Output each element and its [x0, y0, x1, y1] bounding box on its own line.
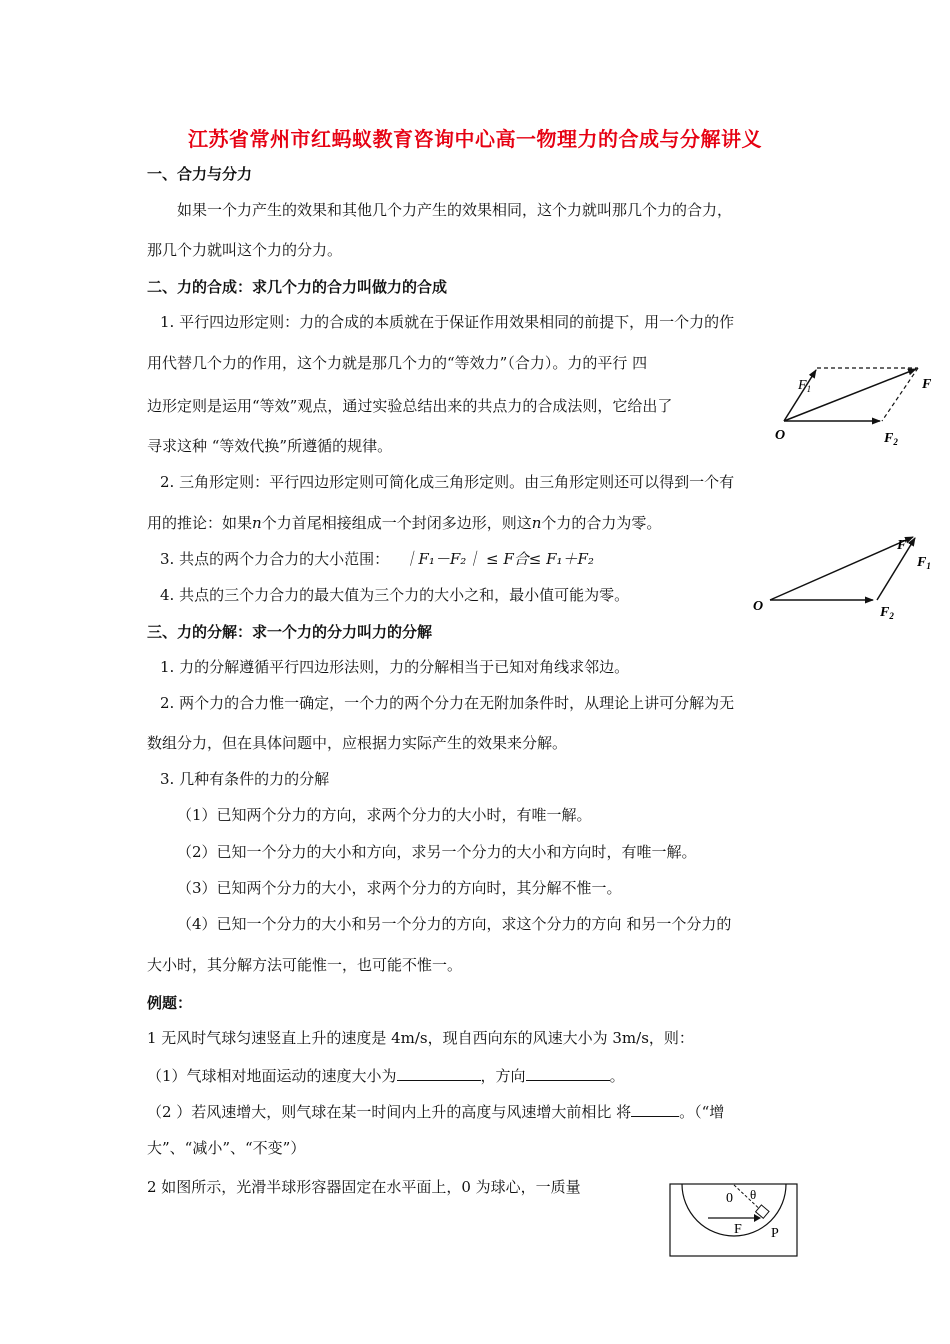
hemisphere-container-diagram [668, 1178, 803, 1260]
parallelogram-rule-line2: 用代替几个力的作用，这个力就是那几个力的“等效力”（合力）。力的平行 四 [147, 354, 648, 372]
question1-part2-line2: 大”、“减小”、“不变”） [147, 1139, 306, 1157]
condition-3: （3）已知两个分力的大小，求两个分力的方向时，其分解不惟一。 [177, 879, 622, 897]
section1-line1: 如果一个力产生的效果和其他几个力产生的效果相同，这个力就叫那几个力的合力， [177, 201, 733, 219]
section1-heading: 一、合力与分力 [147, 165, 253, 183]
label-f: F [897, 538, 907, 553]
condition-2: （2）已知一个分力的大小和方向，求另一个分力的大小和方向时，有唯一解。 [177, 843, 697, 861]
parallelogram-rule-line3: 边形定则是运用“等效”观点，通过实验总结出来的共点力的合成法则，它给出了 [147, 397, 673, 415]
two-force-range: 3. 共点的两个力合力的大小范围： ｜F₁－F₂｜ ≤ F合≤ F₁＋F₂ [160, 550, 594, 568]
decomposition-p2-line1: 2. 两个力的合力惟一确定，一个力的两个分力在无附加条件时，从理论上讲可分解为无 [160, 694, 735, 712]
question1-part2: （2 ）若风速增大，则气球在某一时间内上升的高度与风速增大前相比 将 。（“增 [147, 1100, 724, 1122]
decomposition-p3: 3. 几种有条件的力的分解 [160, 770, 330, 788]
examples-heading: 例题： [147, 994, 193, 1012]
triangle-diagram [745, 528, 940, 623]
condition-4-line2: 大小时，其分解方法可能惟一，也可能不惟一。 [147, 956, 463, 974]
label-p: P [771, 1226, 779, 1241]
section1-line2: 那几个力就叫这个力的分力。 [147, 241, 343, 259]
decomposition-p2-line2: 数组分力，但在具体问题中，应根据力实际产生的效果来分解。 [147, 734, 568, 752]
label-f: F [922, 377, 932, 392]
section3-heading: 三、力的分解：求一个力的分力叫力的分解 [147, 623, 433, 641]
range-formula: ｜F₁－F₂｜ ≤ F合≤ F₁＋F₂ [403, 550, 594, 568]
container-box [670, 1184, 797, 1256]
force-f1-arrow [877, 538, 915, 600]
three-force-range: 4. 共点的三个力合力的最大值为三个力的大小之和，最小值可能为零。 [160, 586, 630, 604]
answer-blank-height[interactable] [631, 1100, 679, 1117]
label-f2: $F_2$ [884, 431, 898, 447]
document-title: 江苏省常州市红蚂蚁教育咨询中心高一物理力的合成与分解讲义 [188, 127, 762, 151]
condition-4-line1: （4）已知一个分力的大小和另一个分力的方向，求这个分力的方向 和另一个分力的 [177, 915, 732, 933]
condition-1: （1）已知两个分力的方向，求两个分力的大小时，有唯一解。 [177, 806, 592, 824]
label-f2: $F_2$ [880, 605, 894, 621]
label-o: O [753, 599, 764, 614]
parallelogram-rule-line4: 寻求这种 “等效代换”所遵循的规律。 [147, 437, 393, 455]
resultant-f-arrow [770, 537, 913, 600]
answer-blank-direction[interactable] [526, 1064, 610, 1081]
triangle-rule-line2: 用的推论：如果n个力首尾相接组成一个封闭多边形，则这n个力的合力为零。 [147, 514, 662, 532]
parallelogram-rule-line1: 1. 平行四边形定则：力的合成的本质就在于保证作用效果相同的前提下，用一个力的作 [160, 313, 735, 331]
answer-blank-speed[interactable] [397, 1064, 481, 1081]
label-theta: θ [750, 1187, 757, 1202]
label-f1: $F_1$ [917, 555, 931, 571]
resultant-f-arrow [784, 369, 916, 421]
label-f: F [734, 1222, 742, 1237]
question1-intro: 1 无风时气球匀速竖直上升的速度是 4m/s，现自西向东的风速大小为 3m/s，则： [147, 1029, 694, 1047]
label-o: O [775, 428, 786, 443]
label-f1: $F_1$ [798, 378, 812, 394]
triangle-rule-line1: 2. 三角形定则：平行四边形定则可简化成三角形定则。由三角形定则还可以得到一个有 [160, 473, 735, 491]
section2-heading: 二、力的合成：求几个力的合力叫做力的合成 [147, 278, 448, 296]
decomposition-p1: 1. 力的分解遵循平行四边形法则，力的分解相当于已知对角线求邻边。 [160, 658, 630, 676]
question1-part1: （1）气球相对地面运动的速度大小为 ，方向 。 [147, 1064, 625, 1086]
question2-text: 2 如图所示，光滑半球形容器固定在水平面上，0 为球心，一质量 [147, 1178, 581, 1196]
label-center-o: 0 [726, 1191, 733, 1206]
parallelogram-diagram [770, 360, 940, 455]
